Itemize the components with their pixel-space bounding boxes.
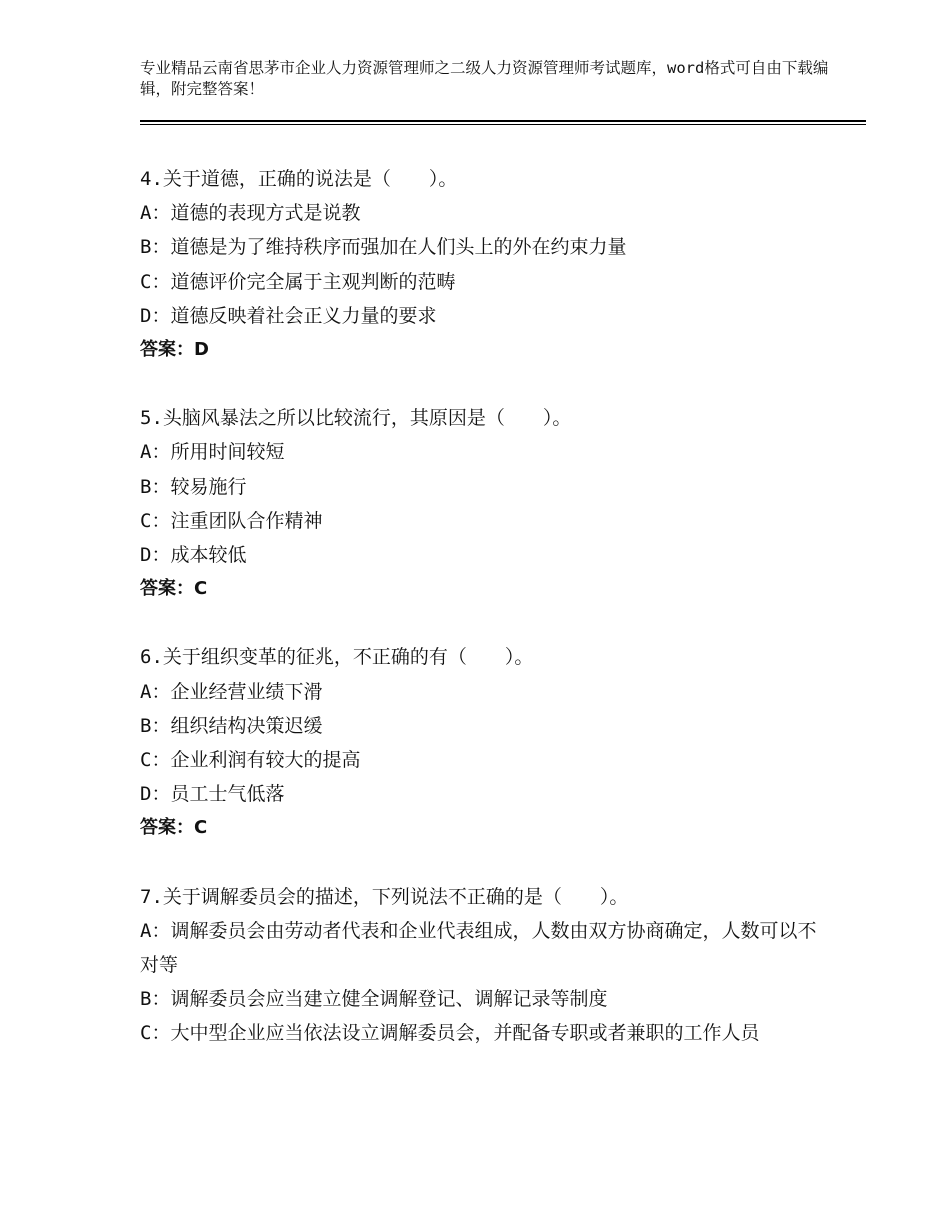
option-d: D：道德反映着社会正义力量的要求	[140, 304, 437, 327]
question-stem: 5.头脑风暴法之所以比较流行，其原因是（ ）。	[140, 407, 572, 430]
option-b: B：组织结构决策迟缓	[140, 714, 323, 737]
option-b: B：调解委员会应当建立健全调解登记、调解记录等制度	[140, 988, 608, 1011]
option-a: A：道德的表现方式是说教	[140, 202, 361, 225]
question-stem: 4.关于道德，正确的说法是（ ）。	[140, 168, 458, 190]
option-b: B：道德是为了维持秩序而强加在人们头上的外在约束力量	[140, 236, 627, 259]
option-a: A：所用时间较短	[140, 441, 285, 464]
question-7	[140, 880, 830, 1051]
answer: 答案：C	[140, 578, 208, 600]
question-stem: 7.关于调解委员会的描述，下列说法不正确的是（ ）。	[140, 885, 629, 908]
option-c: C：大中型企业应当依法设立调解委员会，并配备专职或者兼职的工作人员	[140, 1022, 760, 1045]
option-c: C：道德评价完全属于主观判断的范畴	[140, 270, 456, 293]
option-d: D：员工士气低落	[140, 783, 285, 806]
option-a: A：调解委员会由劳动者代表和企业代表组成，人数由双方协商确定，人数可以不对等	[140, 919, 817, 977]
option-c: C：注重团队合作精神	[140, 509, 323, 532]
option-c: C：企业利润有较大的提高	[140, 749, 361, 772]
option-d: D：成本较低	[140, 544, 247, 567]
question-stem: 6.关于组织变革的征兆，不正确的有（ ）。	[140, 646, 534, 669]
option-a: A：企业经营业绩下滑	[140, 680, 323, 703]
option-b: B：较易施行	[140, 475, 247, 498]
question-6	[140, 640, 830, 845]
answer: 答案：D	[140, 339, 209, 361]
question-list	[140, 162, 830, 1085]
answer: 答案：C	[140, 817, 208, 839]
page-header: 专业精品云南省思茅市企业人力资源管理师之二级人力资源管理师考试题库，word格式可自由下载编辑，附完整答案！	[140, 59, 829, 98]
header-rule-thin	[140, 124, 866, 125]
header-rule	[140, 120, 866, 126]
question-4	[140, 162, 830, 367]
question-5	[140, 401, 830, 606]
header-rule-thick	[140, 120, 866, 122]
